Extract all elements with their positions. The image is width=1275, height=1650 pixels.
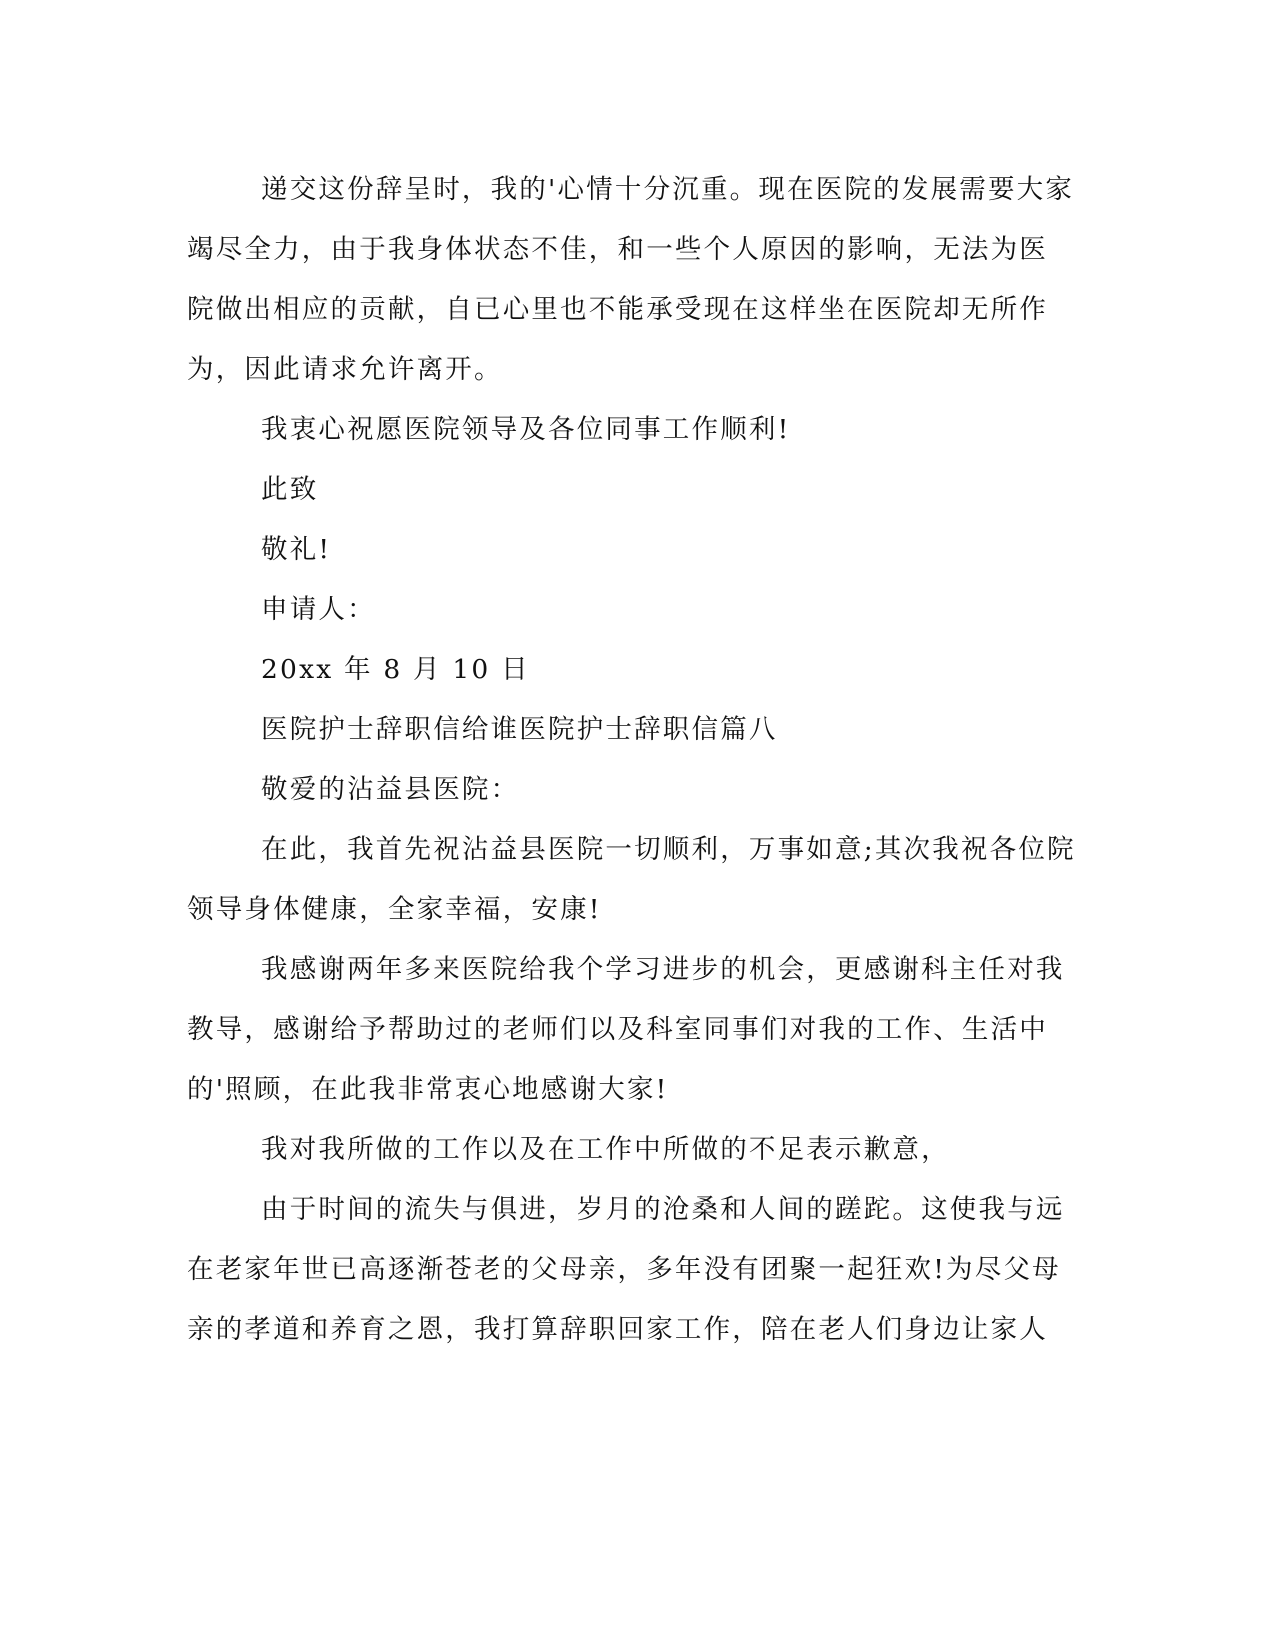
text-line: 在老家年世已高逐渐苍老的父母亲，多年没有团聚一起狂欢!为尽父母: [187, 1254, 1061, 1285]
text-line: 领导身体健康，全家幸福，安康!: [187, 894, 602, 925]
paragraph: [187, 1180, 1087, 1360]
paragraph: [187, 160, 1087, 400]
text-line: 我衷心祝愿医院领导及各位同事工作顺利!: [261, 414, 791, 445]
paragraph: [187, 400, 1087, 460]
paragraph: [187, 580, 1087, 640]
text-line: 敬爱的沾益县医院：: [261, 774, 520, 805]
text-line: 医院护士辞职信给谁医院护士辞职信篇八: [261, 714, 778, 745]
text-line: 递交这份辞呈时，我的'心情十分沉重。现在医院的发展需要大家: [261, 174, 1075, 205]
letter-body: [187, 160, 1087, 1360]
paragraph: [187, 1120, 1087, 1180]
text-line: 由于时间的流失与俱进，岁月的沧桑和人间的蹉跎。这使我与远: [261, 1194, 1065, 1225]
text-line: 亲的孝道和养育之恩，我打算辞职回家工作，陪在老人们身边让家人: [187, 1314, 1048, 1345]
text-line: 教导，感谢给予帮助过的老师们以及科室同事们对我的工作、生活中: [187, 1014, 1048, 1045]
paragraph: [187, 640, 1087, 700]
text-line: 敬礼!: [261, 534, 332, 565]
paragraph: [187, 820, 1087, 940]
paragraph: [187, 460, 1087, 520]
text-line: 院做出相应的贡献，自已心里也不能承受现在这样坐在医院却无所作: [187, 294, 1048, 325]
text-line: 竭尽全力，由于我身体状态不佳，和一些个人原因的影响，无法为医: [187, 234, 1048, 265]
text-line: 我感谢两年多来医院给我个学习进步的机会，更感谢科主任对我: [261, 954, 1065, 985]
text-line: 的'照顾，在此我非常衷心地感谢大家!: [187, 1074, 669, 1105]
text-line: 我对我所做的工作以及在工作中所做的不足表示歉意，: [261, 1134, 950, 1165]
text-line: 20xx 年 8 月 10 日: [261, 654, 530, 685]
paragraph: [187, 940, 1087, 1120]
text-line: 申请人：: [261, 594, 376, 625]
paragraph: [187, 700, 1087, 760]
text-line: 此致: [261, 474, 319, 505]
paragraph: [187, 520, 1087, 580]
paragraph: [187, 760, 1087, 820]
text-line: 在此，我首先祝沾益县医院一切顺利，万事如意;其次我祝各位院: [261, 834, 1076, 865]
text-line: 为，因此请求允许离开。: [187, 354, 503, 385]
